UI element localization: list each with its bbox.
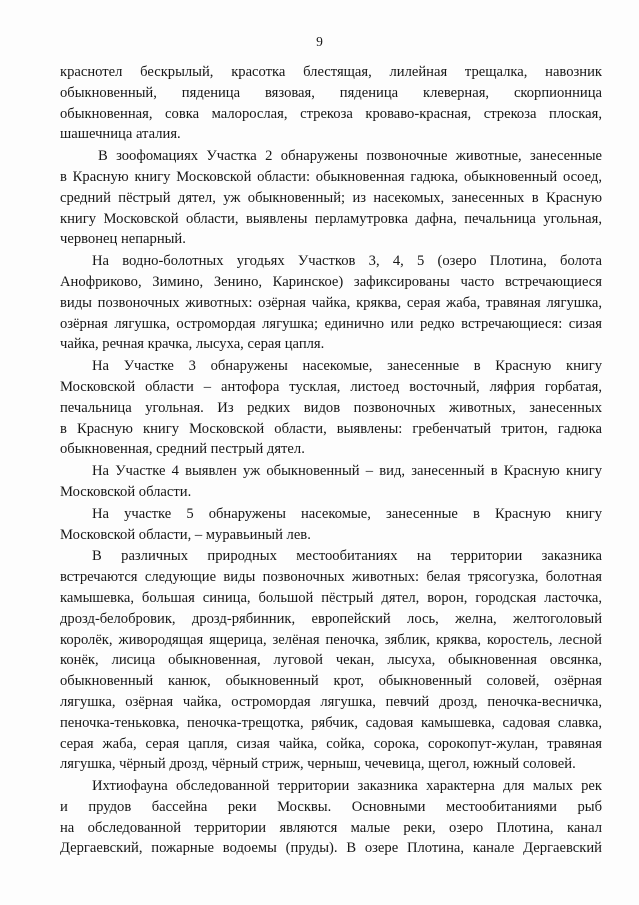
text-line: В зоофомациях Участка 2 обнаружены позвоночные животные, занесенные [98, 148, 602, 165]
text-line: серая жаба, серая цапля, сизая чайка, сойка, сорока, сорокопут-жулан, травяная [60, 735, 602, 752]
text-line: обыкновенная, совка малорослая, стрекоза кроваво-красная, стрекоза плоская, [60, 105, 602, 122]
text-line: виды позвоночных животных: озёрная чайка, кряква, серая жаба, травяная лягушка, [60, 294, 602, 311]
text-line: Московской области, – муравьиный лев. [60, 526, 311, 543]
text-line: книгу Московской области, выявлены перламутровка дафна, печальница угольная, [60, 210, 602, 227]
text-line: дрозд-белобровик, дрозд-рябинник, европейский лось, желна, желтоголовый [60, 610, 602, 627]
text-line: Московской области. [60, 483, 192, 500]
text-line: печальница угольная. Из редких видов позвоночных животных, занесенных [60, 399, 602, 416]
text-line: чайка, речная крачка, лысуха, серая цапля. [60, 336, 325, 353]
paragraph [60, 62, 602, 145]
paragraph [60, 146, 602, 250]
text-line: краснотел бескрылый, красотка блестящая, лилейная трещалка, навозник [60, 64, 602, 80]
text-line: пеночка-теньковка, пеночка-трещотка, рябчик, садовая камышевка, садовая славка, [60, 714, 602, 731]
text-line: озёрная лягушка, остромордая лягушка; единично или редко встречающиеся: сизая [60, 315, 602, 332]
paragraph [60, 776, 602, 859]
text-line: в Красную книгу Московской области, выявлены: гребенчатый тритон, гадюка [60, 420, 602, 437]
text-line: На водно-болотных угодьях Участков 3, 4, 5 (озеро Плотина, болота [92, 253, 602, 270]
text-line: Московской области – антофора тусклая, листоед восточный, ляфрия горбатая, [60, 378, 602, 395]
text-line: лягушка, озёрная чайка, остромордая лягушка, певчий дрозд, пеночка-весничка, [60, 693, 602, 710]
text-line: камышевка, большая синица, большой пёстрый дятел, ворон, городская ласточка, [60, 589, 602, 606]
text-line: шашечница аталия. [60, 126, 181, 143]
text-line: встречаются следующие виды позвоночных животных: белая трясогузка, болотная [60, 569, 602, 586]
text-line: на обследованной территории являются малые реки, озеро Плотина, канал [60, 819, 602, 836]
text-line: На Участке 4 выявлен уж обыкновенный – вид, занесенный в Красную книгу [92, 463, 602, 480]
body-text [60, 62, 602, 860]
text-line: обыкновенный, пяденица вязовая, пяденица клеверная, скорпионница [60, 84, 602, 101]
text-line: Анофриково, Зимино, Зенино, Каринское) зафиксированы часто встречающиеся [60, 273, 602, 290]
text-line: На Участке 3 обнаружены насекомые, занесенные в Красную книгу [92, 358, 602, 375]
text-line: В различных природных местообитаниях на территории заказника [92, 548, 602, 565]
paragraph [60, 461, 602, 503]
text-line: в Красную книгу Московской области: обыкновенная гадюка, обыкновенный осоед, [60, 168, 602, 185]
paragraph [60, 356, 602, 460]
paragraph [60, 546, 602, 775]
text-line: лягушка, чёрный дрозд, чёрный стриж, черныш, чечевица, щегол, южный соловей. [60, 756, 576, 773]
paragraph [60, 504, 602, 546]
text-line: червонец непарный. [60, 231, 186, 248]
text-line: королёк, живородящая ящерица, зелёная пеночка, зяблик, кряква, коростель, лесной [60, 631, 602, 648]
paragraph [60, 251, 602, 355]
text-line: Ихтиофауна обследованной территории заказника характерна для малых рек [92, 778, 602, 795]
page-number: 9 [316, 34, 323, 49]
text-line: средний пёстрый дятел, уж обыкновенный; из насекомых, занесенных в Красную [60, 189, 602, 206]
text-line: Дергаевский, пожарные водоемы (пруды). В озере Плотина, канале Дергаевский [60, 840, 602, 857]
text-line: На участке 5 обнаружены насекомые, занесенные в Красную книгу [92, 505, 602, 522]
text-line: и прудов бассейна реки Москвы. Основными местообитаниями рыб [60, 798, 602, 815]
text-line: обыкновенная, средний пестрый дятел. [60, 441, 305, 458]
text-line: конёк, лисица обыкновенная, луговой чекан, лысуха, обыкновенная овсянка, [60, 652, 602, 669]
text-line: обыкновенный канюк, обыкновенный крот, обыкновенный соловей, озёрная [60, 673, 602, 690]
